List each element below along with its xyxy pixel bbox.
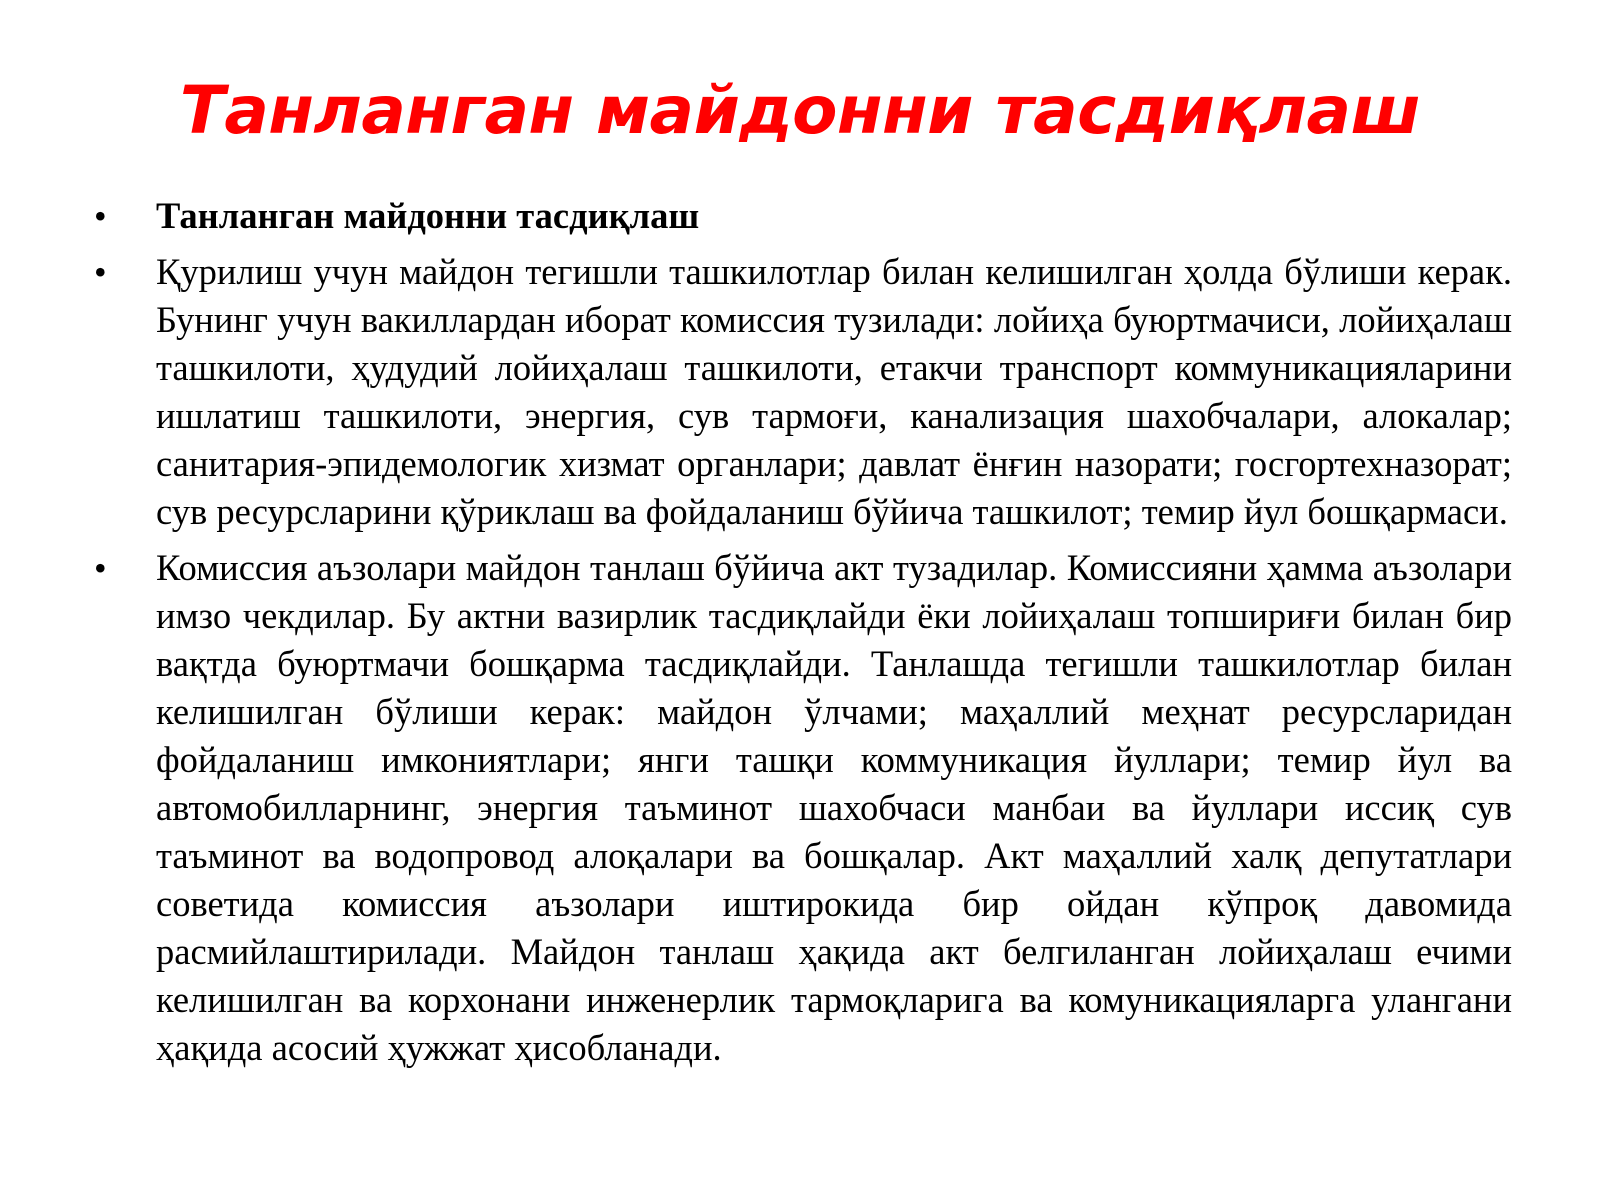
slide-title: Танланган майдонни тасдиқлаш (179, 72, 1421, 149)
bullet-item-commission-act (90, 544, 1512, 1072)
bullet-text: Қурилиш учун майдон тегишли ташкилотлар билан келишилган ҳолда бўлиши керак. Бунинг учун вакиллардан иборат комиссия тузилади: лойиҳа буюртмачиси, лойиҳалаш ташкилоти, ҳудудий лойиҳалаш ташкилоти, етакчи транспорт коммуникацияларини ишлатиш ташкилоти, энергия, сув тармоғи, канализация шахобчалари, алокалар; санитария-эпидемологик хизмат органлари; давлат ёнғин назорати; госгортехназорат; сув ресурсларини қўриклаш ва фойдаланиш бўйича ташкилот; темир йул бошқармаси. (156, 251, 1512, 532)
bullet-text: Танланган майдонни тасдиқлаш (156, 195, 700, 236)
bullet-item-heading (90, 192, 1512, 240)
bullet-text: Комиссия аъзолари майдон танлаш бўйича акт тузадилар. Комиссияни ҳамма аъзолари имзо чекдилар. Бу актни вазирлик тасдиқлайди ёки лойиҳалаш топшириғи билан бир вақтда буюртмачи бошқарма тасдиқлайди. Танлашда тегишли ташкилотлар билан келишилган бўлиши керак: майдон ўлчами; маҳаллий меҳнат ресурсларидан фойдаланиш имкониятлари; янги ташқи коммуникация йуллари; темир йул ва автомобилларнинг, энергия таъминот шахобчаси манбаи ва йуллари иссиқ сув таъминот ва водопровод алоқалари ва бошқалар. Акт маҳаллий халқ депутатлари советида комиссия аъзолари иштирокида бир ойдан кўпроқ давомида расмийлаштирилади. Майдон танлаш ҳақида акт белгиланган лойиҳалаш ечими келишилган ва корхонани инженерлик тармоқларига ва комуникацияларга улангани ҳақида асосий ҳужжат ҳисобланади. (156, 547, 1512, 1068)
bullet-icon: • (94, 548, 107, 588)
bullet-icon: • (94, 252, 107, 292)
bullet-icon: • (94, 196, 107, 236)
bullet-list (90, 192, 1512, 1080)
bullet-item-site-approval (90, 248, 1512, 536)
